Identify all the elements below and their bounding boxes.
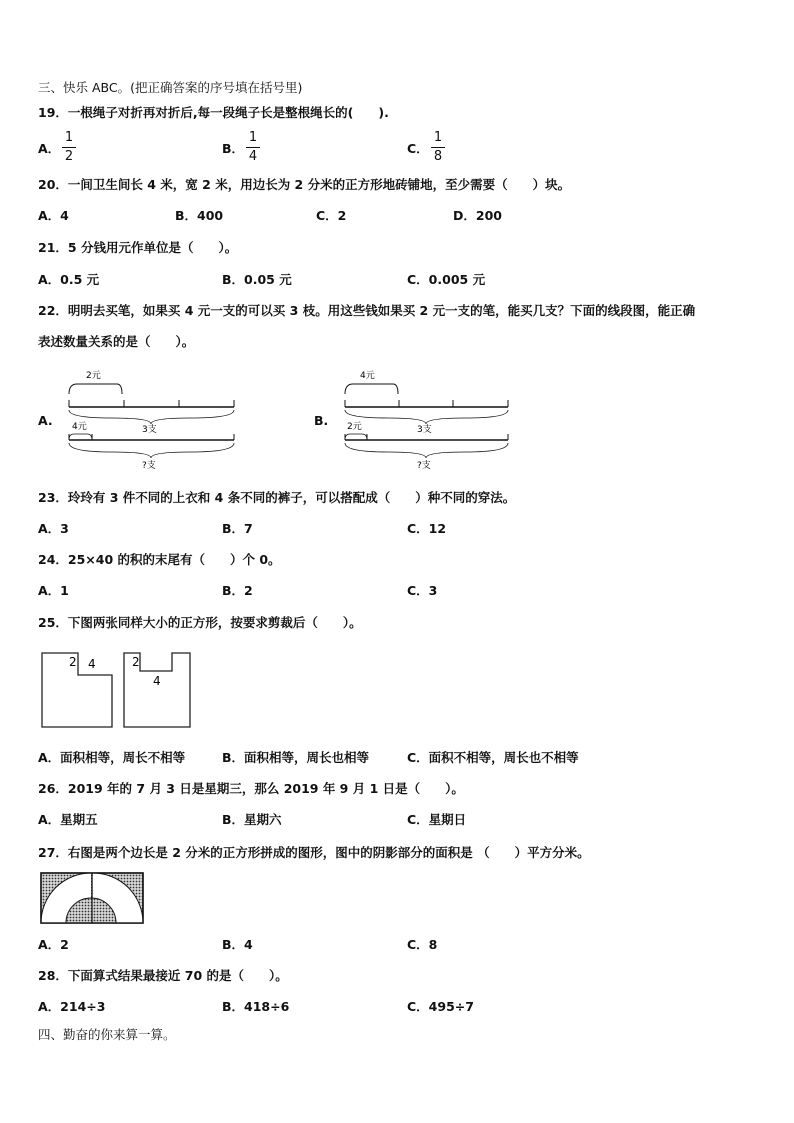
q22b-bottom-price-label: 2元 [347, 422, 362, 432]
q22a-top-price-label: 2元 [86, 371, 101, 381]
q20-option-a: A．4 [38, 208, 69, 223]
q23-option-a: A．3 [38, 521, 69, 536]
q19-option-a-label: A． [38, 141, 61, 156]
q25-option-a: A．面积相等，周长不相等 [38, 750, 186, 765]
q25-option-c: C．面积不相等，周长也不相等 [407, 750, 579, 765]
q22b-top-count-label: 3支 [417, 425, 432, 435]
q22-option-b-label: B. [314, 413, 329, 428]
q27-shaded-squares-figure [39, 871, 145, 925]
q27-option-b: B．4 [222, 937, 253, 952]
q22-figure-a [62, 366, 242, 474]
q24-option-a: A．1 [38, 583, 69, 598]
q21-option-c: C．0.005 元 [407, 272, 486, 287]
question-19-stem: 19．一根绳子对折再对折后,每一段绳子长是整根绳长的( ). [38, 105, 389, 120]
q20-option-d: D．200 [453, 208, 502, 223]
q28-option-a: A．214÷3 [38, 999, 106, 1014]
section-3-title: 三、快乐 ABC。(把正确答案的序号填在括号里) [38, 80, 303, 95]
q26-option-c: C．星期日 [407, 812, 467, 827]
q22b-top-price-label: 4元 [360, 371, 375, 381]
q24-option-c: C．3 [407, 583, 438, 598]
q22a-top-count-label: 3支 [142, 425, 157, 435]
question-20-stem: 20．一间卫生间长 4 米，宽 2 米，用边长为 2 分米的正方形地砖铺地，至少需要（ ）块。 [38, 177, 571, 192]
q26-option-a: A．星期五 [38, 812, 98, 827]
q21-option-a: A．0.5 元 [38, 272, 100, 287]
question-21-stem: 21．5 分钱用元作单位是（ ）。 [38, 240, 238, 255]
q22-option-a-label: A. [38, 413, 53, 428]
q25-option-b: B．面积相等，周长也相等 [222, 750, 370, 765]
q19-option-b-fraction: 1 4 [246, 130, 260, 165]
q27-option-a: A．2 [38, 937, 69, 952]
q26-option-b: B．星期六 [222, 812, 282, 827]
q28-option-b: B．418÷6 [222, 999, 290, 1014]
question-26-stem: 26．2019 年的 7 月 3 日是星期三，那么 2019 年 9 月 1 日是（ ）。 [38, 781, 464, 796]
question-27-stem: 27．右图是两个边长是 2 分米的正方形拼成的图形，图中的阴影部分的面积是 （ ）平方分米。 [38, 845, 590, 860]
q25-left-label-4: 4 [88, 657, 96, 671]
q28-option-c: C．495÷7 [407, 999, 474, 1014]
q27-option-c: C．8 [407, 937, 438, 952]
q22b-bottom-count-label: ?支 [417, 461, 431, 471]
question-23-stem: 23．玲玲有 3 件不同的上衣和 4 条不同的裤子，可以搭配成（ ）种不同的穿法。 [38, 490, 516, 505]
q22-figure-b [338, 366, 518, 474]
q19-option-c-fraction: 1 8 [431, 130, 445, 165]
q19-option-a-fraction: 1 2 [62, 130, 76, 165]
q20-option-c: C．2 [316, 208, 347, 223]
q22a-bottom-price-label: 4元 [72, 422, 87, 432]
q24-option-b: B．2 [222, 583, 253, 598]
q25-right-label-4: 4 [153, 674, 161, 688]
q25-left-label-2: 2 [69, 655, 77, 669]
q23-option-b: B．7 [222, 521, 253, 536]
q19-option-c-label: C． [407, 141, 429, 156]
q19-option-b-label: B． [222, 141, 245, 156]
question-25-stem: 25．下图两张同样大小的正方形，按要求剪裁后（ ）。 [38, 615, 362, 630]
question-22-stem-line2: 表述数量关系的是（ ）。 [38, 334, 195, 349]
q20-option-b: B．400 [175, 208, 224, 223]
q21-option-b: B．0.05 元 [222, 272, 292, 287]
q22a-bottom-count-label: ?支 [142, 461, 156, 471]
section-4-title: 四、勤奋的你来算一算。 [38, 1027, 176, 1042]
question-22-stem-line1: 22．明明去买笔，如果买 4 元一支的可以买 3 枝。用这些钱如果买 2 元一支的笔，能买几支？下面的线段图，能正确 [38, 303, 696, 318]
q25-right-label-2: 2 [132, 655, 140, 669]
question-24-stem: 24．25×40 的积的末尾有（ ）个 0。 [38, 552, 281, 567]
q25-cut-squares-figure [40, 650, 200, 730]
q23-option-c: C．12 [407, 521, 447, 536]
question-28-stem: 28．下面算式结果最接近 70 的是（ ）。 [38, 968, 288, 983]
